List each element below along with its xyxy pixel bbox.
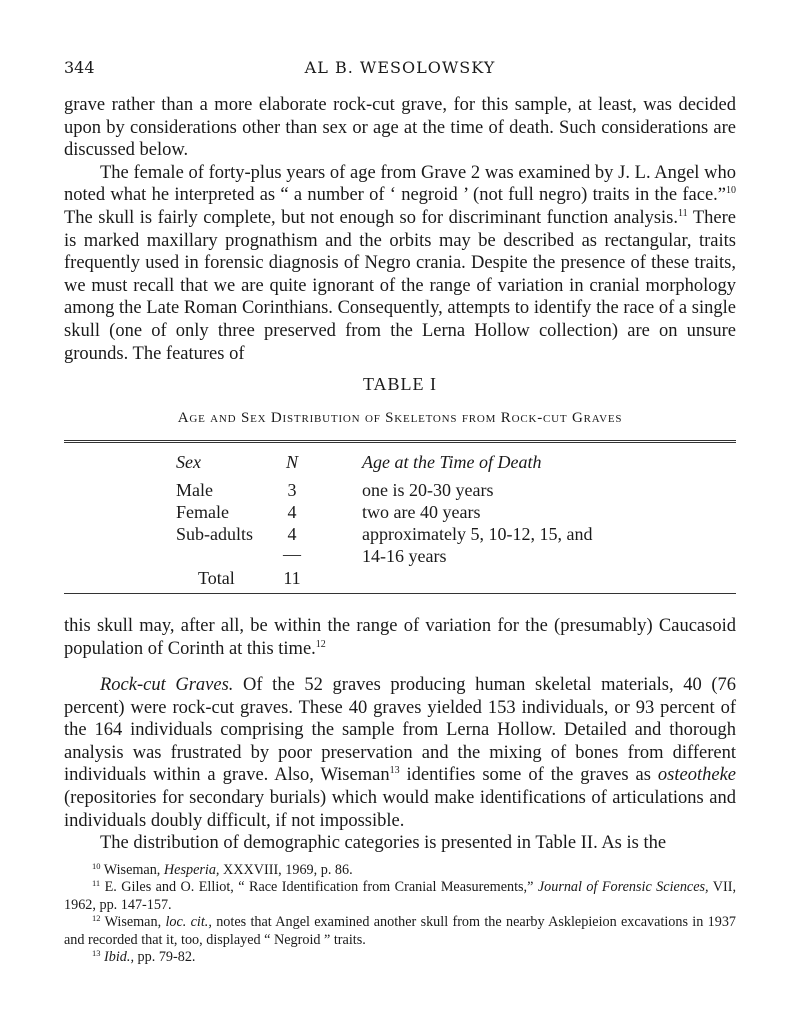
table-bottom-rule	[64, 593, 736, 594]
table-cell-n: 3	[287, 480, 297, 500]
paragraph-2-text-c: There is marked maxillary prognathism and the orbits may be described as rectangular, traits frequently used in forensic diagnosis of Negro crania. Despite the presence of these traits, we must recall that we are quite ignorant of the range of variation in cranial morphology among the Late Roman Corinthians. Consequently, attempts to identify the race of a single skull (one of only three preserved from the Lerna Hollow collection) are on unsure grounds. The features of	[64, 207, 736, 364]
table-cell-age: approximately 5, 10-12, 15, and	[362, 524, 593, 544]
table-cell-sex: Male	[176, 480, 213, 500]
footnote-text: notes that Angel examined another skull from the nearby Asklepieion excavations in 1937 and recorded that it, too, displayed “ Negroid ” traits.	[64, 914, 737, 948]
paragraph-3	[64, 615, 736, 660]
table-title: TABLE I	[362, 374, 438, 394]
footnote-number: 12	[92, 913, 101, 924]
footnote-number: 10	[92, 861, 101, 871]
footnote-text: pp. 79-82.	[134, 949, 196, 966]
paragraph-1: grave rather than a more elaborate rock-cut grave, for this sample, at least, was decided upon by considerations other than sex or age at the time of death. Such considerations are discussed below.	[64, 95, 736, 161]
footnote-italic: Ibid.,	[104, 949, 134, 966]
table-cell-sex: Sub-adults	[176, 524, 254, 544]
footnote-italic: loc. cit.,	[165, 914, 212, 931]
page-number: 344	[64, 58, 95, 77]
footnote-number: 11	[92, 878, 101, 889]
paragraph-4-text-c: (repositories for secondary burials) which would make identifications of articulations and individuals doubly difficult, if not impossible.	[64, 787, 736, 831]
running-header	[64, 58, 736, 80]
footnote-ref-13: 13	[389, 765, 400, 777]
paragraph-5: The distribution of demographic categories is presented in Table II. As is the	[100, 833, 667, 854]
footnote-ref-12: 12	[315, 638, 326, 650]
paragraph-2-text-b: The skull is fairly complete, but not enough so for discriminant function analysis.	[64, 207, 679, 228]
table-cell-n: 4	[287, 502, 297, 522]
footnote-text: VII, 1962, pp. 147-157.	[64, 879, 736, 913]
table-cell-age: one is 20-30 years	[362, 480, 494, 500]
table-top-rule	[64, 440, 736, 443]
table-header-n: N	[285, 452, 298, 472]
footnotes	[64, 862, 736, 966]
table-sum-dash: —	[283, 544, 301, 564]
table-cell-age-continued: 14-16 years	[362, 546, 447, 566]
table-caption: Age and Sex Distribution of Skeletons from Rock-cut Graves	[177, 410, 623, 426]
footnote-ref-11: 11	[678, 207, 688, 219]
footnote-10	[64, 862, 736, 879]
body-text-bottom	[64, 674, 736, 855]
table-header-sex: Sex	[176, 452, 201, 472]
table-cell-sex: Female	[176, 502, 229, 522]
table-total-value: 11	[283, 568, 301, 588]
footnote-text: E. Giles and O. Elliot, “ Race Identification from Cranial Measurements,”	[104, 879, 538, 896]
paragraph-3-text: this skull may, after all, be within the range of variation for the (presumably) Caucasoid population of Corinth at this time.	[64, 616, 736, 659]
footnote-italic: Hesperia,	[163, 862, 220, 878]
footnote-11	[64, 879, 736, 914]
footnote-ref-10: 10	[726, 185, 736, 197]
footnote-number: 13	[92, 948, 101, 959]
paragraph-4-text-b: identifies some of the graves as	[399, 765, 658, 786]
paragraph-2-text-a: The female of forty-plus years of age from Grave 2 was examined by J. L. Angel who noted what he interpreted as “ a number of ‘ negroid ’ (not full negro) traits in the face.”	[64, 162, 736, 206]
table-cell-age: two are 40 years	[362, 502, 481, 522]
footnote-text: Wiseman,	[103, 862, 164, 878]
running-author: AL B. WESOLOWSKY	[304, 58, 496, 77]
table-cell-n: 4	[287, 524, 297, 544]
body-text-top	[64, 94, 736, 365]
paragraph-4-text-a: Of the 52 graves producing human skeletal materials, 40 (76 percent) were rock-cut graves. These 40 graves yielded 153 individuals, or 93 percent of the 164 individuals comprising the sample from Lerna Hollow. Detailed and thorough analysis was frustrated by poor preservation and the mixing of bones from different individuals within a grave. Also, Wiseman	[64, 675, 737, 786]
body-text-middle	[64, 615, 736, 660]
footnote-text: Wiseman,	[104, 914, 166, 931]
footnote-13	[64, 949, 736, 966]
paragraph-4	[64, 674, 736, 832]
term-osteotheke: osteotheke	[657, 765, 736, 786]
table-header-age: Age at the Time of Death	[362, 452, 542, 472]
footnote-italic: Journal of Forensic Sciences,	[537, 879, 709, 896]
footnote-12	[64, 914, 736, 949]
footnote-text: XXXVIII, 1969, p. 86.	[219, 862, 353, 878]
paragraph-2	[64, 162, 736, 365]
table-total-label: Total	[198, 568, 235, 588]
section-lead: Rock-cut Graves.	[100, 675, 234, 695]
